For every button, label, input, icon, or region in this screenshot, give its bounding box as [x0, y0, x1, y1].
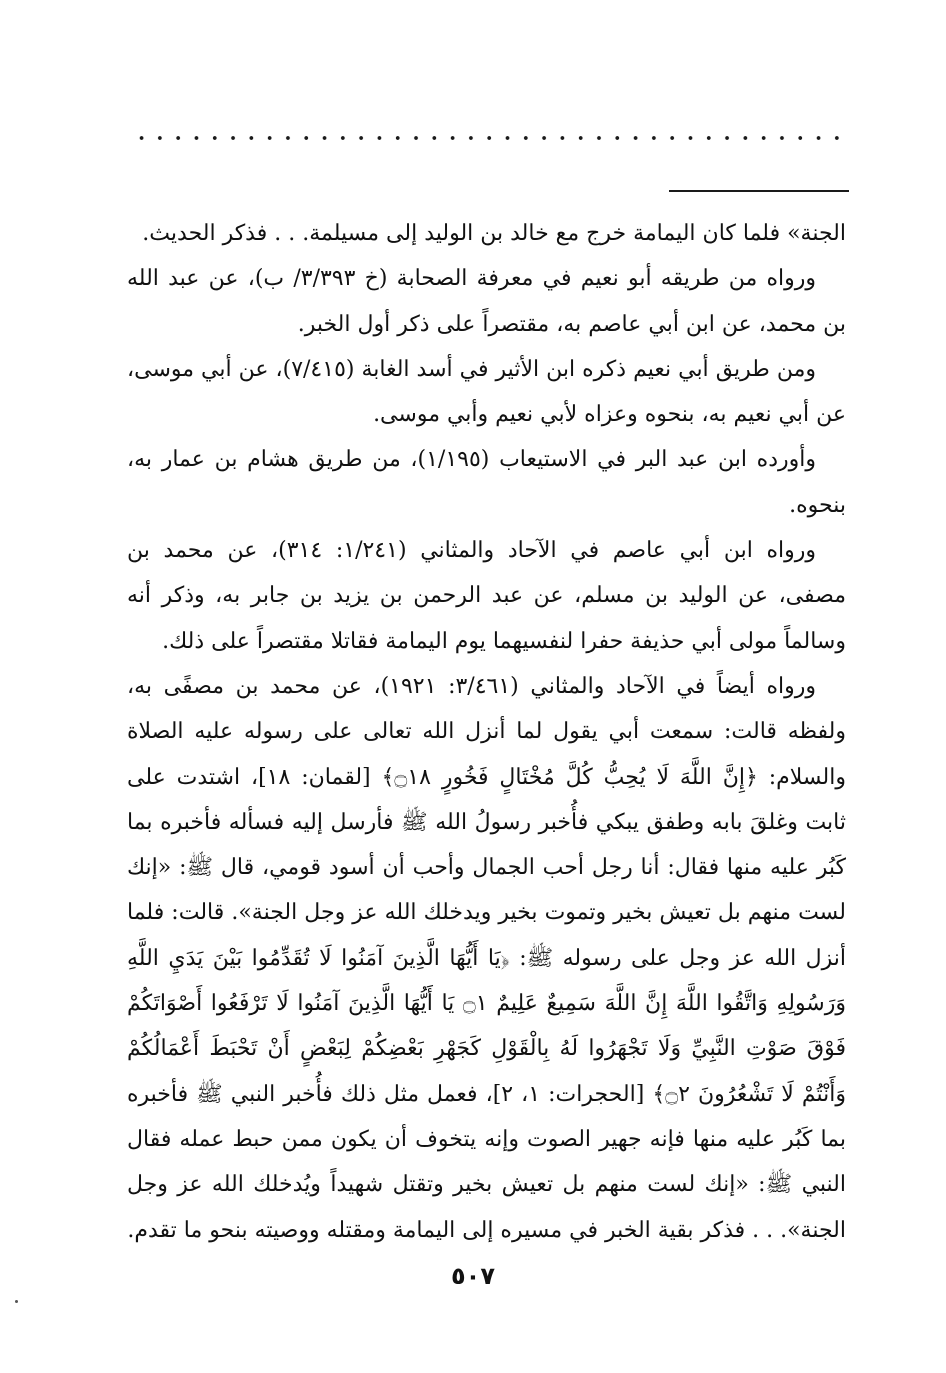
footnote-separator-line [669, 190, 849, 192]
dotted-separator [134, 136, 846, 140]
paragraph-5: ورواه ابن أبي عاصم في الآحاد والمثاني (١/٢٤١: ٣١٤)، عن محمد بن مصفى، عن الوليد بن مسلم، عن عبد الرحمن بن يزيد بن جابر به، وذكر أنه وسالماً مولى أبي حذيفة حفرا لنفسيهما يوم اليمامة فقاتلا مقتصراً على ذلك. [127, 538, 846, 654]
paragraph-6: ورواه أيضاً في الآحاد والمثاني (٣/٤٦١: ١٩٢١)، عن محمد بن مصفًى به، ولفظه قالت: سمعت أبي يقول لما أنزل الله تعالى على رسوله عليه الصلاة والسلام: ﴿إِنَّ اللَّهَ لَا يُحِبُّ كُلَّ مُخْتَالٍ فَخُورٍ ۝١٨﴾ [لقمان: ١٨]، اشتدت على ثابت وغلقَ بابه وطفق يبكي فأُخبر رسولُ الله ﷺ فأرسل إليه فسأله فأخبره بما كَبُر عليه منها فقال: أنا رجل أحب الجمال وأحب أن أسود قومي، قال ﷺ: «إنك لست منهم بل تعيش بخير وتموت بخير ويدخلك الله عز وجل الجنة». قالت: فلما أنزل الله عز وجل على رسوله ﷺ: ﴿يَا أَيُّهَا الَّذِينَ آمَنُوا لَا تُقَدِّمُوا بَيْنَ يَدَيِ اللَّهِ وَرَسُولِهِ وَاتَّقُوا اللَّهَ إِنَّ اللَّهَ سَمِيعٌ عَلِيمٌ ۝١ يَا أَيُّهَا الَّذِينَ آمَنُوا لَا تَرْفَعُوا أَصْوَاتَكُمْ فَوْقَ صَوْتِ النَّبِيِّ وَلَا تَجْهَرُوا لَهُ بِالْقَوْلِ كَجَهْرِ بَعْضِكُمْ لِبَعْضٍ أَنْ تَحْبَطَ أَعْمَالُكُمْ وَأَنْتُمْ لَا تَشْعُرُونَ ۝٢﴾ [الحجرات: ١، ٢]، فعمل مثل ذلك فأُخبر النبي ﷺ فأخبره بما كَبُر عليه منها فإنه جهير الصوت وإنه يتخوف أن يكون ممن حبط عمله فقال النبي ﷺ: «إنك لست منهم بل تعيش بخير وتقتل شهيداً ويُدخلك الله عز وجل الجنة». . . فذكر بقية الخبر في مسيره إلى اليمامة ومقتله ووصيته بنحو ما تقدم. [127, 673, 847, 1243]
paragraph-4: وأورده ابن عبد البر في الاستيعاب (١/١٩٥)، من طريق هشام بن عمار به، بنحوه. [127, 447, 846, 518]
margin-speck [15, 1300, 18, 1303]
paragraph-3: ومن طريق أبي نعيم ذكره ابن الأثير في أسد الغابة (٧/٤١٥)، عن أبي موسى، عن أبي نعيم به، بنحوه وعزاه لأبي نعيم وأبي موسى. [127, 356, 846, 428]
paragraph-1: الجنة» فلما كان اليمامة خرج مع خالد بن الوليد إلى مسيلمة. . . فذكر الحديث. [142, 221, 846, 246]
paragraph-2: ورواه من طريقه أبو نعيم في معرفة الصحابة (خ ٣/٣٩٣/ ب)، عن عبد الله بن محمد، عن ابن أبي عاصم به، مقتصراً على ذكر أول الخبر. [127, 266, 846, 337]
footnote-text [127, 211, 846, 1253]
page-number: ٥٠٧ [451, 1262, 495, 1290]
